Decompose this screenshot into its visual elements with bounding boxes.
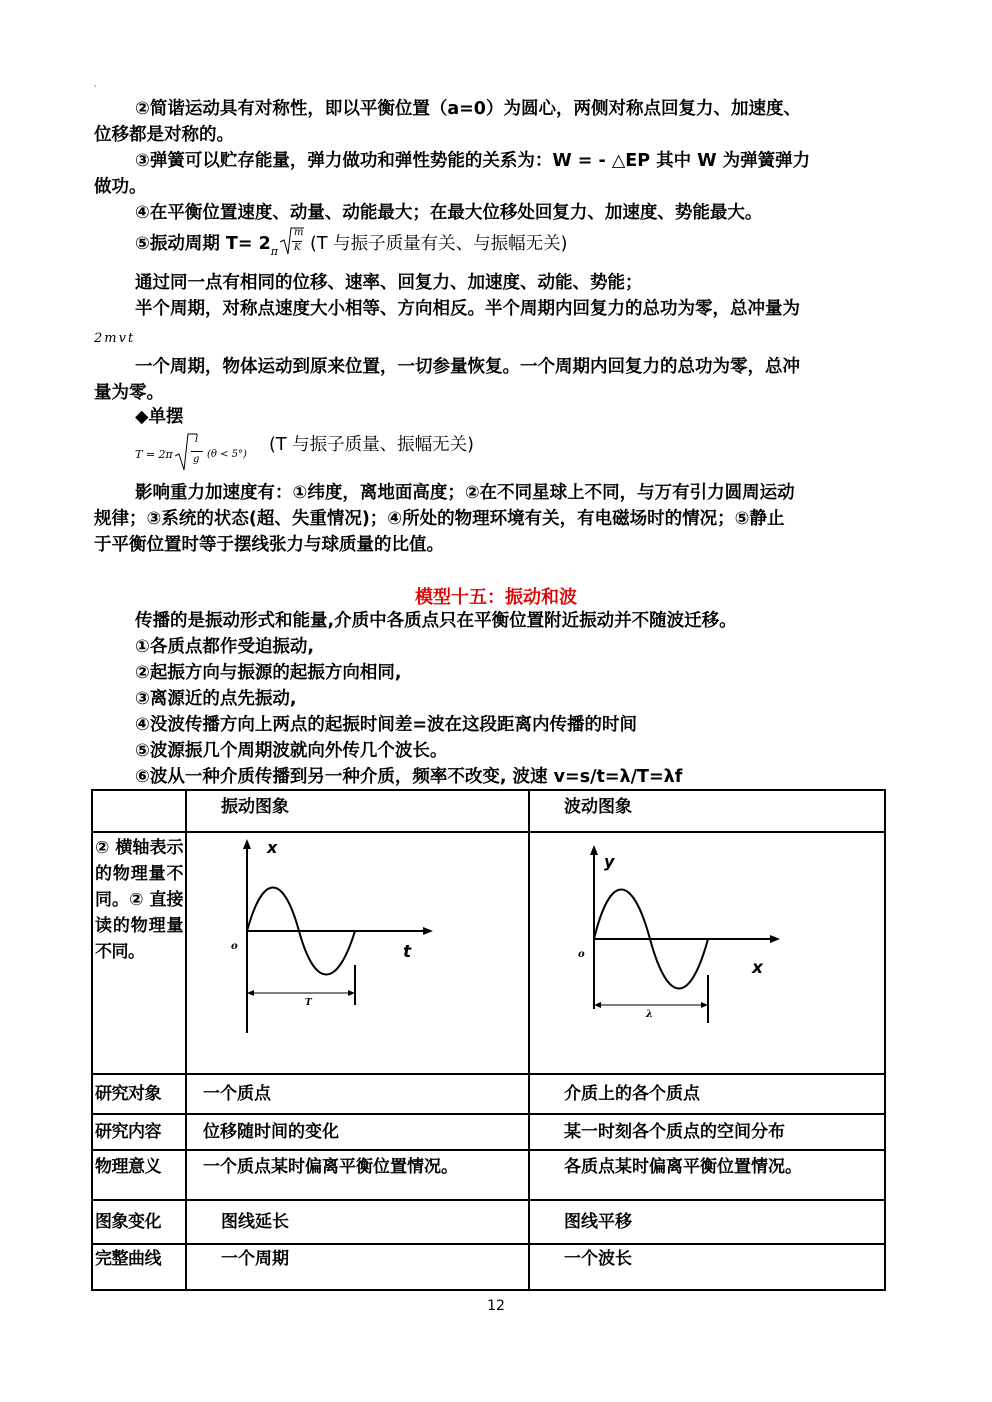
row-vibration-cell: 一个质点某时偏离平衡位置情况。 (186, 1150, 529, 1200)
vibration-graph (187, 833, 526, 1073)
text-line: 做功。 (94, 177, 147, 197)
vib-origin-label: o (231, 941, 238, 952)
pendulum-heading: ◆单摆 (135, 407, 184, 427)
period-formula-m: m (294, 227, 304, 238)
vib-x-arrow-icon (423, 927, 433, 935)
period-formula-pi: π (270, 245, 279, 258)
wave-axis-y-label: y (604, 852, 615, 871)
page-number: 12 (487, 1298, 505, 1314)
wave-origin-label: o (578, 949, 585, 960)
row-label: 物理意义 (92, 1150, 186, 1200)
fraction-bar (191, 451, 203, 452)
table-header-row (92, 790, 885, 832)
text-line: ③离源近的点先振动, (135, 689, 297, 709)
header-vibration: 振动图象 (186, 790, 529, 832)
vib-axis-y-label: x (267, 838, 278, 857)
row-label: 图象变化 (92, 1200, 186, 1244)
text-line: ⑤波源振几个周期波就向外传几个波长。 (135, 741, 448, 761)
row-vibration-cell: 一个周期 (186, 1244, 529, 1290)
sqrt-symbol-icon (175, 432, 200, 472)
period-formula-line (135, 227, 905, 259)
row-wave-cell: 介质上的各个质点 (529, 1074, 885, 1114)
row-label: 研究内容 (92, 1114, 186, 1150)
pendulum-formula-line (135, 432, 945, 476)
pendulum-condition: (θ < 5°) (207, 449, 247, 460)
vib-period-label: T (305, 998, 312, 1008)
text-line: ②起振方向与振源的起振方向相同, (135, 663, 402, 683)
wave-span-arrow-icon (701, 1002, 708, 1008)
wave-graph (530, 833, 882, 1073)
text-line: ④在平衡位置速度、动量、动能最大；在最大位移处回复力、加速度、势能最大。 (135, 203, 763, 223)
row-wave-cell: 一个波长 (529, 1244, 885, 1290)
text-line: 传播的是振动形式和能量,介质中各质点只在平衡位置附近振动并不随波迁移。 (135, 611, 737, 631)
period-formula-k: K (294, 243, 301, 253)
wave-x-arrow-icon (770, 935, 780, 943)
table-row (92, 1150, 885, 1200)
text-line: 规律；③系统的状态(超、失重情况)；④所处的物理环境有关，有电磁场时的情况；⑤静止 (94, 509, 785, 529)
text-line: 通过同一点有相同的位移、速率、回复力、加速度、动能、势能； (135, 273, 643, 293)
vib-span-arrow-icon (348, 990, 355, 996)
pendulum-formula-g: g (193, 454, 200, 465)
wave-graph-cell (529, 832, 885, 1074)
pendulum-note: (T 与振子质量、振幅无关) (269, 435, 474, 455)
text-line: 量为零。 (94, 383, 164, 403)
text-line: ②简谐运动具有对称性，即以平衡位置（a=0）为圆心，两侧对称点回复力、加速度、 (135, 99, 801, 119)
table-row (92, 1114, 885, 1150)
text-line: ①各质点都作受迫振动, (135, 637, 314, 657)
table-row (92, 1200, 885, 1244)
text-line: 影响重力加速度有：①纬度，离地面高度；②在不同星球上不同，与万有引力圆周运动 (135, 483, 795, 503)
comparison-table (91, 789, 886, 1291)
text-line: 半个周期，对称点速度大小相等、方向相反。半个周期内回复力的总功为零，总冲量为 (135, 299, 800, 319)
pendulum-formula-l: l (195, 434, 199, 445)
wave-wavelength-label: λ (646, 1009, 654, 1020)
row-vibration-cell: 图线延长 (186, 1200, 529, 1244)
text-line: ③弹簧可以贮存能量，弹力做功和弹性势能的关系为：W = - △EP 其中 W 为弹簧弹力 (135, 151, 811, 171)
row-label: 研究对象 (92, 1074, 186, 1114)
period-formula-prefix: ⑤振动周期 T= 2 (135, 234, 271, 254)
table-row (92, 1074, 885, 1114)
wave-span-arrow-icon (594, 1002, 601, 1008)
graph-row (92, 832, 885, 1074)
corner-mark: ' (94, 84, 97, 93)
row-wave-cell: 某一时刻各个质点的空间分布 (529, 1114, 885, 1150)
text-line: 一个周期，物体运动到原来位置，一切参量恢复。一个周期内回复力的总功为零，总冲 (135, 357, 800, 377)
fraction-bar (292, 241, 302, 242)
wave-axis-x-label: x (752, 958, 763, 978)
row-wave-cell: 图线平移 (529, 1200, 885, 1244)
axis-difference-note: ② 横轴表示的物理量不同。② 直接读的物理量不同。 (95, 838, 183, 962)
row-wave-cell: 各质点某时偏离平衡位置情况。 (529, 1150, 885, 1200)
vib-axis-x-label: t (403, 942, 412, 962)
vibration-graph-cell (186, 832, 529, 1074)
header-wave: 波动图象 (529, 790, 885, 832)
vib-y-arrow-icon (243, 839, 251, 849)
period-formula-note: (T 与振子质量有关、与振幅无关) (310, 234, 568, 254)
text-line: ⑥波从一种介质传播到另一种介质，频率不改变, 波速 v=s/t=λ/T=λf (135, 767, 683, 787)
pendulum-formula-left: T = 2π (135, 448, 173, 461)
wave-y-arrow-icon (590, 845, 598, 855)
sqrt-m-over-k (280, 227, 304, 258)
text-line: ④没波传播方向上两点的起振时间差=波在这段距离内传播的时间 (135, 715, 637, 735)
momentum-expression: 2mvt (94, 331, 136, 346)
row-vibration-cell: 一个质点 (186, 1074, 529, 1114)
header-empty-cell (92, 790, 186, 832)
section-heading: 模型十五：振动和波 (415, 587, 577, 608)
row-label: 完整曲线 (92, 1244, 186, 1290)
row-vibration-cell: 位移随时间的变化 (186, 1114, 529, 1150)
text-line: 于平衡位置时等于摆线张力与球质量的比值。 (94, 535, 444, 555)
table-row (92, 1244, 885, 1290)
text-line: 位移都是对称的。 (94, 125, 234, 145)
vib-span-arrow-icon (247, 990, 254, 996)
